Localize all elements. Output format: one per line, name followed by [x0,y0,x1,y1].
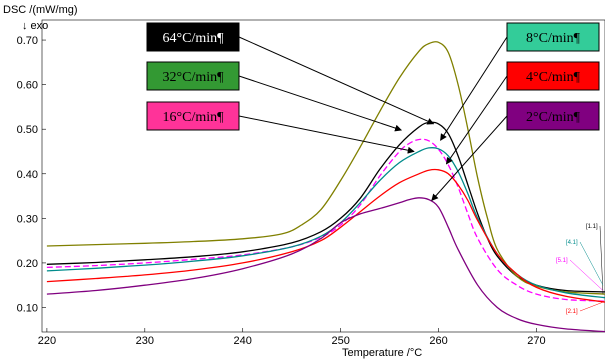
y-tick-label: 0.30 [16,213,38,226]
series-label-text: 16°C/min¶ [162,110,224,125]
y-tick-label: 0.40 [16,168,38,181]
right-edge-tag: [4.1] [566,240,578,246]
y-tick-label: 0.60 [16,79,38,92]
right-edge-tag: [1.1] [586,224,598,230]
right-edge-tag: [5.1] [556,258,568,264]
x-axis-label: Temperature /°C [342,347,423,359]
series-label-text: 2°C/min¶ [526,110,580,125]
series-label-text: 64°C/min¶ [162,31,224,46]
x-tick-label: 260 [429,335,448,347]
y-tick-label: 0.10 [16,302,38,315]
y-tick-label: 0.50 [16,124,38,137]
series-label-text: 8°C/min¶ [526,31,580,46]
x-tick-label: 240 [233,335,252,347]
x-tick-label: 220 [37,335,57,347]
series-label-text: 32°C/min¶ [162,70,224,85]
series-label-text: 4°C/min¶ [526,70,580,85]
x-tick-label: 250 [331,335,350,347]
exo-label: ↓ exo [22,20,49,32]
y-axis-label: DSC /(mW/mg) [3,4,78,16]
x-tick-label: 230 [135,335,154,347]
right-edge-tag: [2.1] [566,309,578,315]
x-tick-label: 270 [527,335,546,347]
y-tick-label: 0.20 [16,257,38,270]
y-tick-label: 0.70 [16,35,38,48]
